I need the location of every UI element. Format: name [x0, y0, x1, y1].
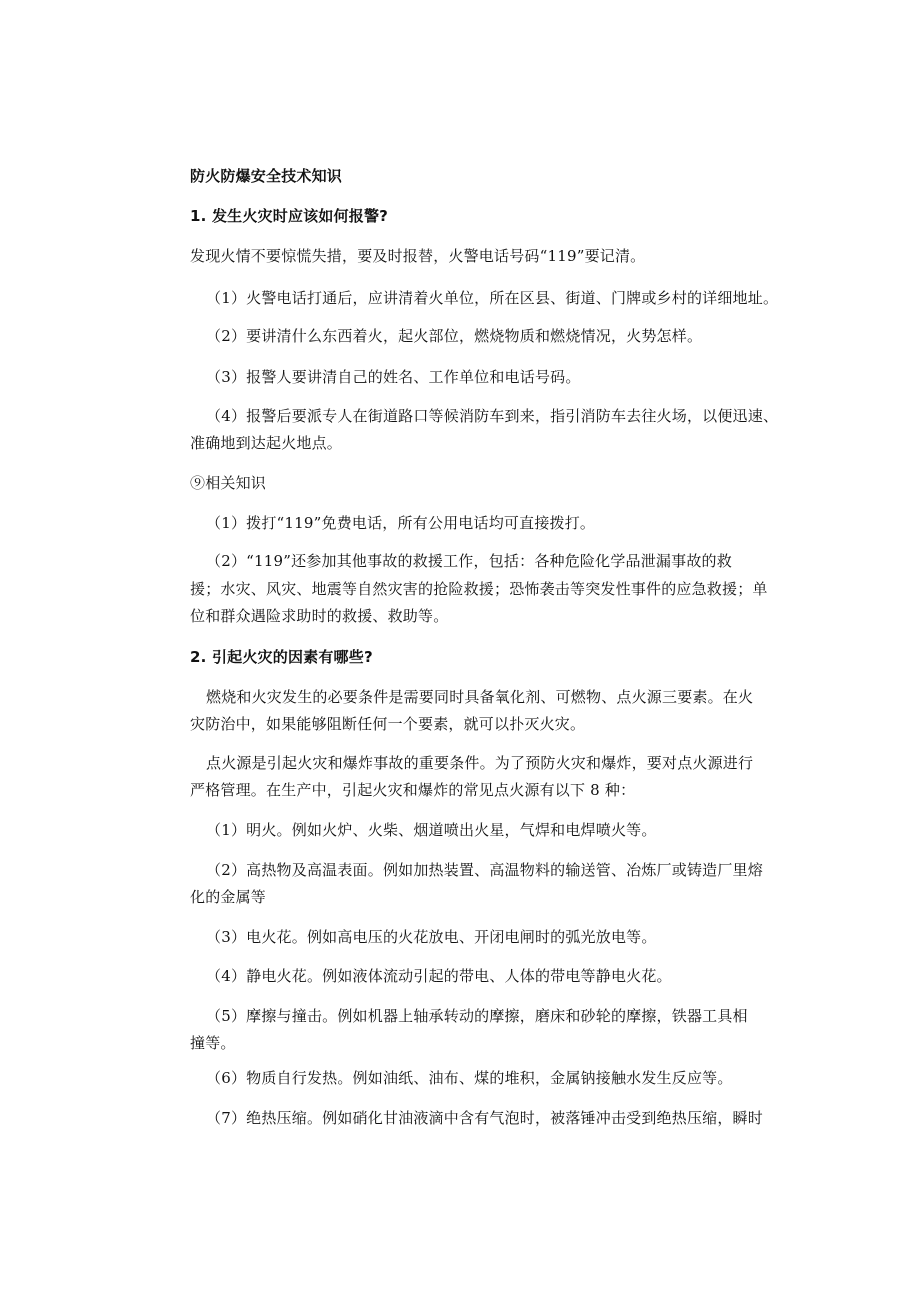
- related-item-2-line1: （2）“119”还参加其他事故的救援工作，包括：各种危险化学品泄漏事故的救: [206, 552, 732, 570]
- section1-item-3: （3）报警人要讲清自己的姓名、工作单位和电话号码。: [206, 368, 581, 386]
- ignition-source-1: （1）明火。例如火炉、火柴、烟道喷出火星，气焊和电焊喷火等。: [206, 821, 657, 839]
- section1-intro: 发现火情不要惊慌失措，要及时报替，火警电话号码“119”要记清。: [190, 247, 646, 265]
- ignition-source-2-line1: （2）高热物及高温表面。例如加热装置、高温物料的输送管、冶炼厂或铸造厂里熔: [206, 861, 763, 879]
- section1-item-1: （1）火警电话打通后，应讲清着火单位，所在区县、街道、门牌或乡村的详细地址。: [206, 289, 779, 307]
- section2-para1-line2: 灾防治中，如果能够阻断任何一个要素，就可以扑灭火灾。: [190, 715, 586, 733]
- section1-item-4-line1: （4）报警后要派专人在街道路口等候消防车到来，指引消防车去往火场，以便迅速、: [206, 407, 779, 425]
- ignition-source-3: （3）电火花。例如高电压的火花放电、开闭电闸时的弧光放电等。: [206, 928, 657, 946]
- related-item-2-line2: 援；水灾、风灾、地震等自然灾害的抢险救援；恐怖袭击等突发性事件的应急救援；单: [190, 580, 768, 598]
- ignition-source-6: （6）物质自行发热。例如油纸、油布、煤的堆积，金属钠接触水发生反应等。: [206, 1069, 733, 1087]
- section1-heading: 1. 发生火灾时应该如何报警?: [190, 207, 389, 225]
- ignition-source-2-line2: 化的金属等: [190, 888, 267, 906]
- section2-para2-line2: 严格管理。在生产中，引起火灾和爆炸的常见点火源有以下 8 种：: [190, 781, 636, 799]
- related-knowledge-heading: ⑨相关知识: [190, 474, 267, 492]
- section2-para2-line1: 点火源是引起火灾和爆炸事故的重要条件。为了预防火灾和爆炸，要对点火源进行: [206, 754, 754, 772]
- ignition-source-7: （7）绝热压缩。例如硝化甘油液滴中含有气泡时，被落锤冲击受到绝热压缩，瞬时: [206, 1109, 763, 1127]
- section2-para1-line1: 燃烧和火灾发生的必要条件是需要同时具备氧化剂、可燃物、点火源三要素。在火: [206, 688, 754, 706]
- section1-item-4-line2: 准确地到达起火地点。: [190, 434, 343, 452]
- related-item-2-line3: 位和群众遇险求助时的救援、救助等。: [190, 607, 449, 625]
- ignition-source-4: （4）静电火花。例如液体流动引起的带电、人体的带电等静电火花。: [206, 967, 672, 985]
- section2-heading: 2. 引起火灾的因素有哪些?: [190, 648, 373, 666]
- ignition-source-5-line1: （5）摩擦与撞击。例如机器上轴承转动的摩擦，磨床和砂轮的摩擦，铁器工具相: [206, 1007, 748, 1025]
- document-title: 防火防爆安全技术知识: [190, 167, 343, 185]
- ignition-source-5-line2: 撞等。: [190, 1034, 236, 1052]
- related-item-1: （1）拨打“119”免费电话，所有公用电话均可直接拨打。: [206, 514, 596, 532]
- section1-item-2: （2）要讲清什么东西着火，起火部位，燃烧物质和燃烧情况，火势怎样。: [206, 327, 703, 345]
